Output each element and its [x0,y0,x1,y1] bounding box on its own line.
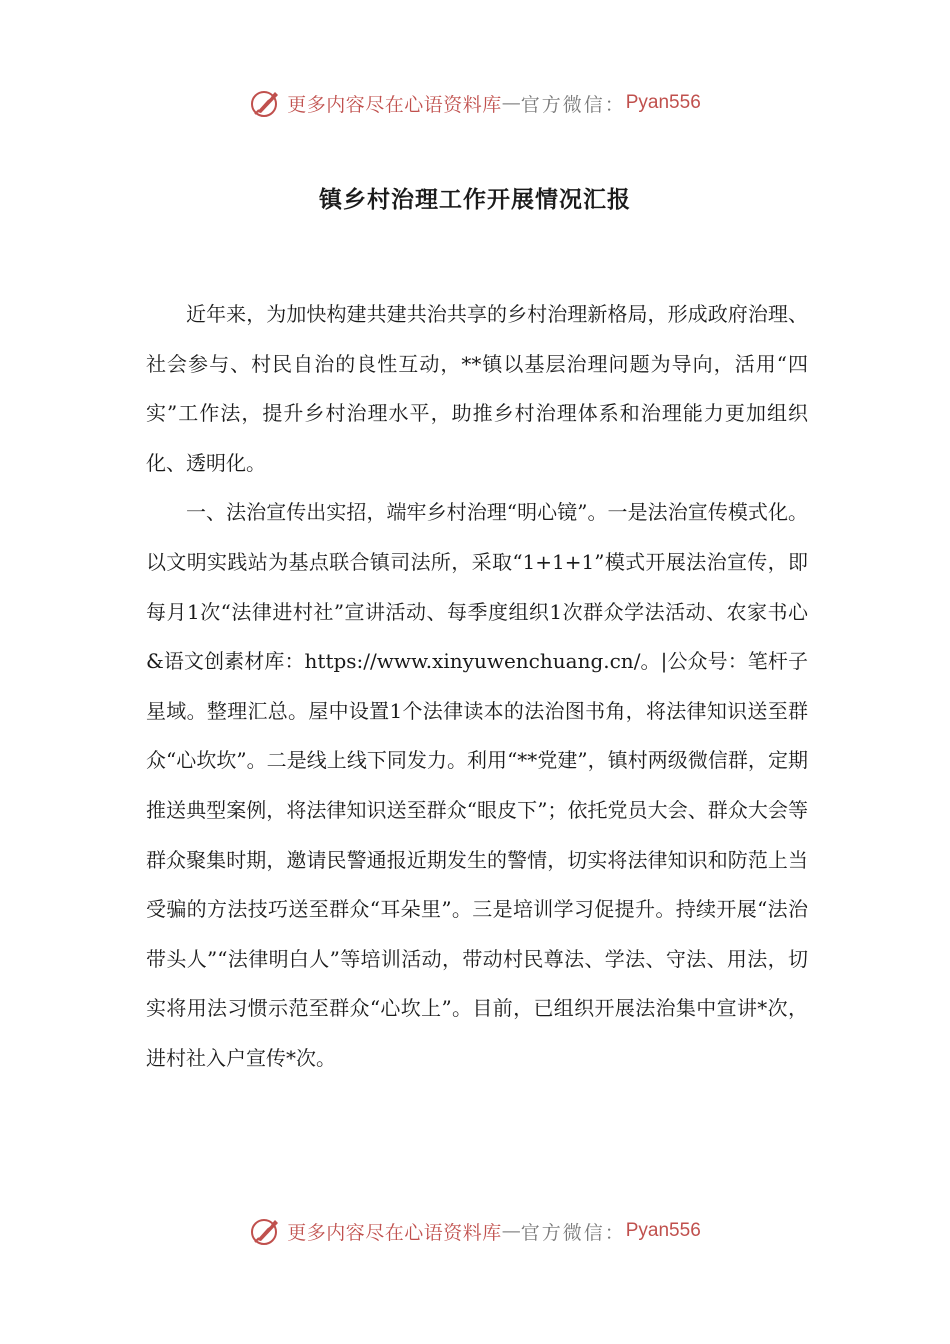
paragraph-section-1: 一、法治宣传出实招，端牢乡村治理“明心镜”。一是法治宣传模式化。以文明实践站为基点联合镇司法所，采取“1+1+1”模式开展法治宣传，即每月1次“法律进村社”宣讲活动、每季度组织1次群众学法活动、农家书心&语文创素材库：https://www.xinyuwenchuang.cn/。|公众号：笔杆子星域。整理汇总。屋中设置1个法律读本的法治图书角，将法律知识送至群众“心坎坎”。二是线上线下同发力。利用“**党建”，镇村两级微信群，定期推送典型案例，将法律知识送至群众“眼皮下”；依托党员大会、群众大会等群众聚集时期，邀请民警通报近期发生的警情，切实将法律知识和防范上当受骗的方法技巧送至群众“耳朵里”。三是培训学习促提升。持续开展“法治带头人”“法律明白人”等培训活动，带动村民尊法、学法、守法、用法，切实将用法习惯示范至群众“心坎上”。目前，已组织开展法治集中宣讲*次，进村社入户宣传*次。 [146,500,808,1070]
watermark-text: 更多内容尽在心语资料库 [287,1221,502,1244]
watermark-id: Pyan556 [625,1220,701,1241]
document-title: 镇乡村治理工作开展情况汇报 [319,187,631,213]
paragraph-intro: 近年来，为加快构建共建共治共享的乡村治理新格局，形成政府治理、社会参与、村民自治的良性互动，**镇以基层治理问题为导向，活用“四实”工作法，提升乡村治理水平，助推乡村治理体系和治理能力更加组织化、透明化。 [146,302,808,475]
watermark-label: 官方微信： [520,93,626,116]
watermark-separator: — [501,1220,521,1242]
quill-logo-icon [249,1214,283,1248]
watermark-banner-top [0,83,950,123]
watermark-banner-bottom [0,1211,950,1251]
watermark-separator: — [501,92,521,114]
watermark-id: Pyan556 [625,92,701,113]
watermark-label: 官方微信： [520,1221,626,1244]
quill-logo-icon [249,86,283,120]
document-body [146,290,808,1084]
watermark-text: 更多内容尽在心语资料库 [287,93,502,116]
